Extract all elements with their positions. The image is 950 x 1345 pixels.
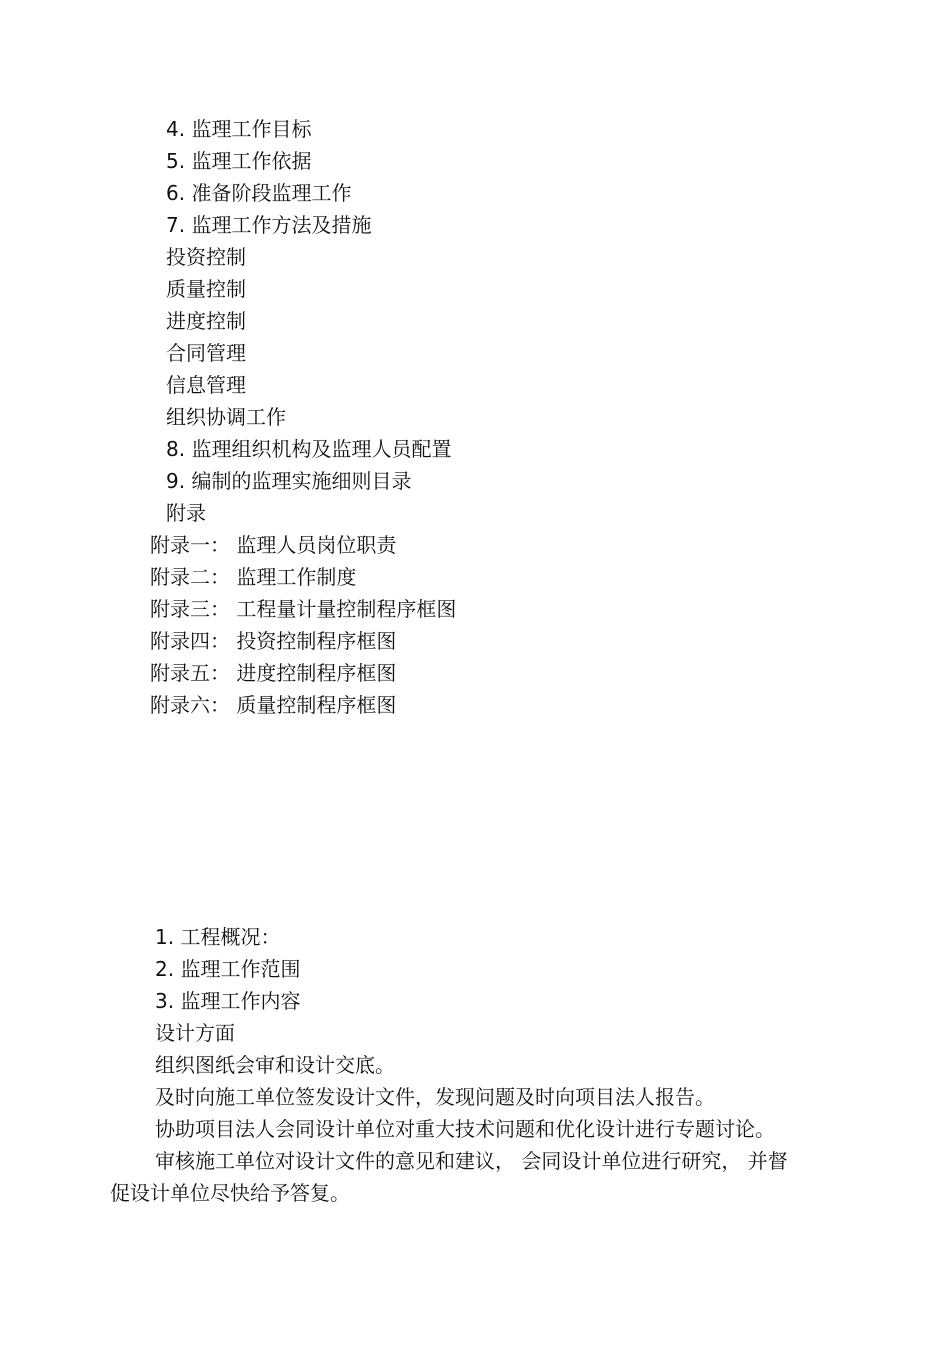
toc-item: 9. 编制的监理实施细则目录 xyxy=(166,469,412,493)
toc-item: 信息管理 xyxy=(166,373,246,397)
appendix-item: 附录二： 监理工作制度 xyxy=(150,565,357,589)
paragraph: 组织图纸会审和设计交底。 xyxy=(155,1053,395,1077)
toc-item: 进度控制 xyxy=(166,309,246,333)
subsection-heading: 设计方面 xyxy=(155,1021,235,1045)
toc-item: 附录 xyxy=(166,501,206,525)
section-heading: 3. 监理工作内容 xyxy=(155,989,301,1013)
appendix-item: 附录五： 进度控制程序框图 xyxy=(150,661,397,685)
appendix-item: 附录六： 质量控制程序框图 xyxy=(150,693,397,717)
paragraph: 及时向施工单位签发设计文件，发现问题及时向项目法人报告。 xyxy=(155,1085,715,1109)
toc-item: 6. 准备阶段监理工作 xyxy=(166,181,352,205)
section-heading: 2. 监理工作范围 xyxy=(155,957,301,981)
paragraph-continuation: 促设计单位尽快给予答复。 xyxy=(110,1181,350,1205)
appendix-item: 附录三： 工程量计量控制程序框图 xyxy=(150,597,457,621)
toc-item: 8. 监理组织机构及监理人员配置 xyxy=(166,437,452,461)
toc-item: 投资控制 xyxy=(166,245,246,269)
appendix-item: 附录四： 投资控制程序框图 xyxy=(150,629,397,653)
toc-item: 7. 监理工作方法及措施 xyxy=(166,213,372,237)
toc-item: 合同管理 xyxy=(166,341,246,365)
appendix-item: 附录一： 监理人员岗位职责 xyxy=(150,533,397,557)
paragraph: 协助项目法人会同设计单位对重大技术问题和优化设计进行专题讨论。 xyxy=(155,1117,775,1141)
toc-item: 4. 监理工作目标 xyxy=(166,117,312,141)
paragraph: 审核施工单位对设计文件的意见和建议， 会同设计单位进行研究， 并督 xyxy=(155,1149,788,1173)
toc-item: 5. 监理工作依据 xyxy=(166,149,312,173)
toc-item: 组织协调工作 xyxy=(166,405,286,429)
section-heading: 1. 工程概况： xyxy=(155,925,281,949)
toc-item: 质量控制 xyxy=(166,277,246,301)
